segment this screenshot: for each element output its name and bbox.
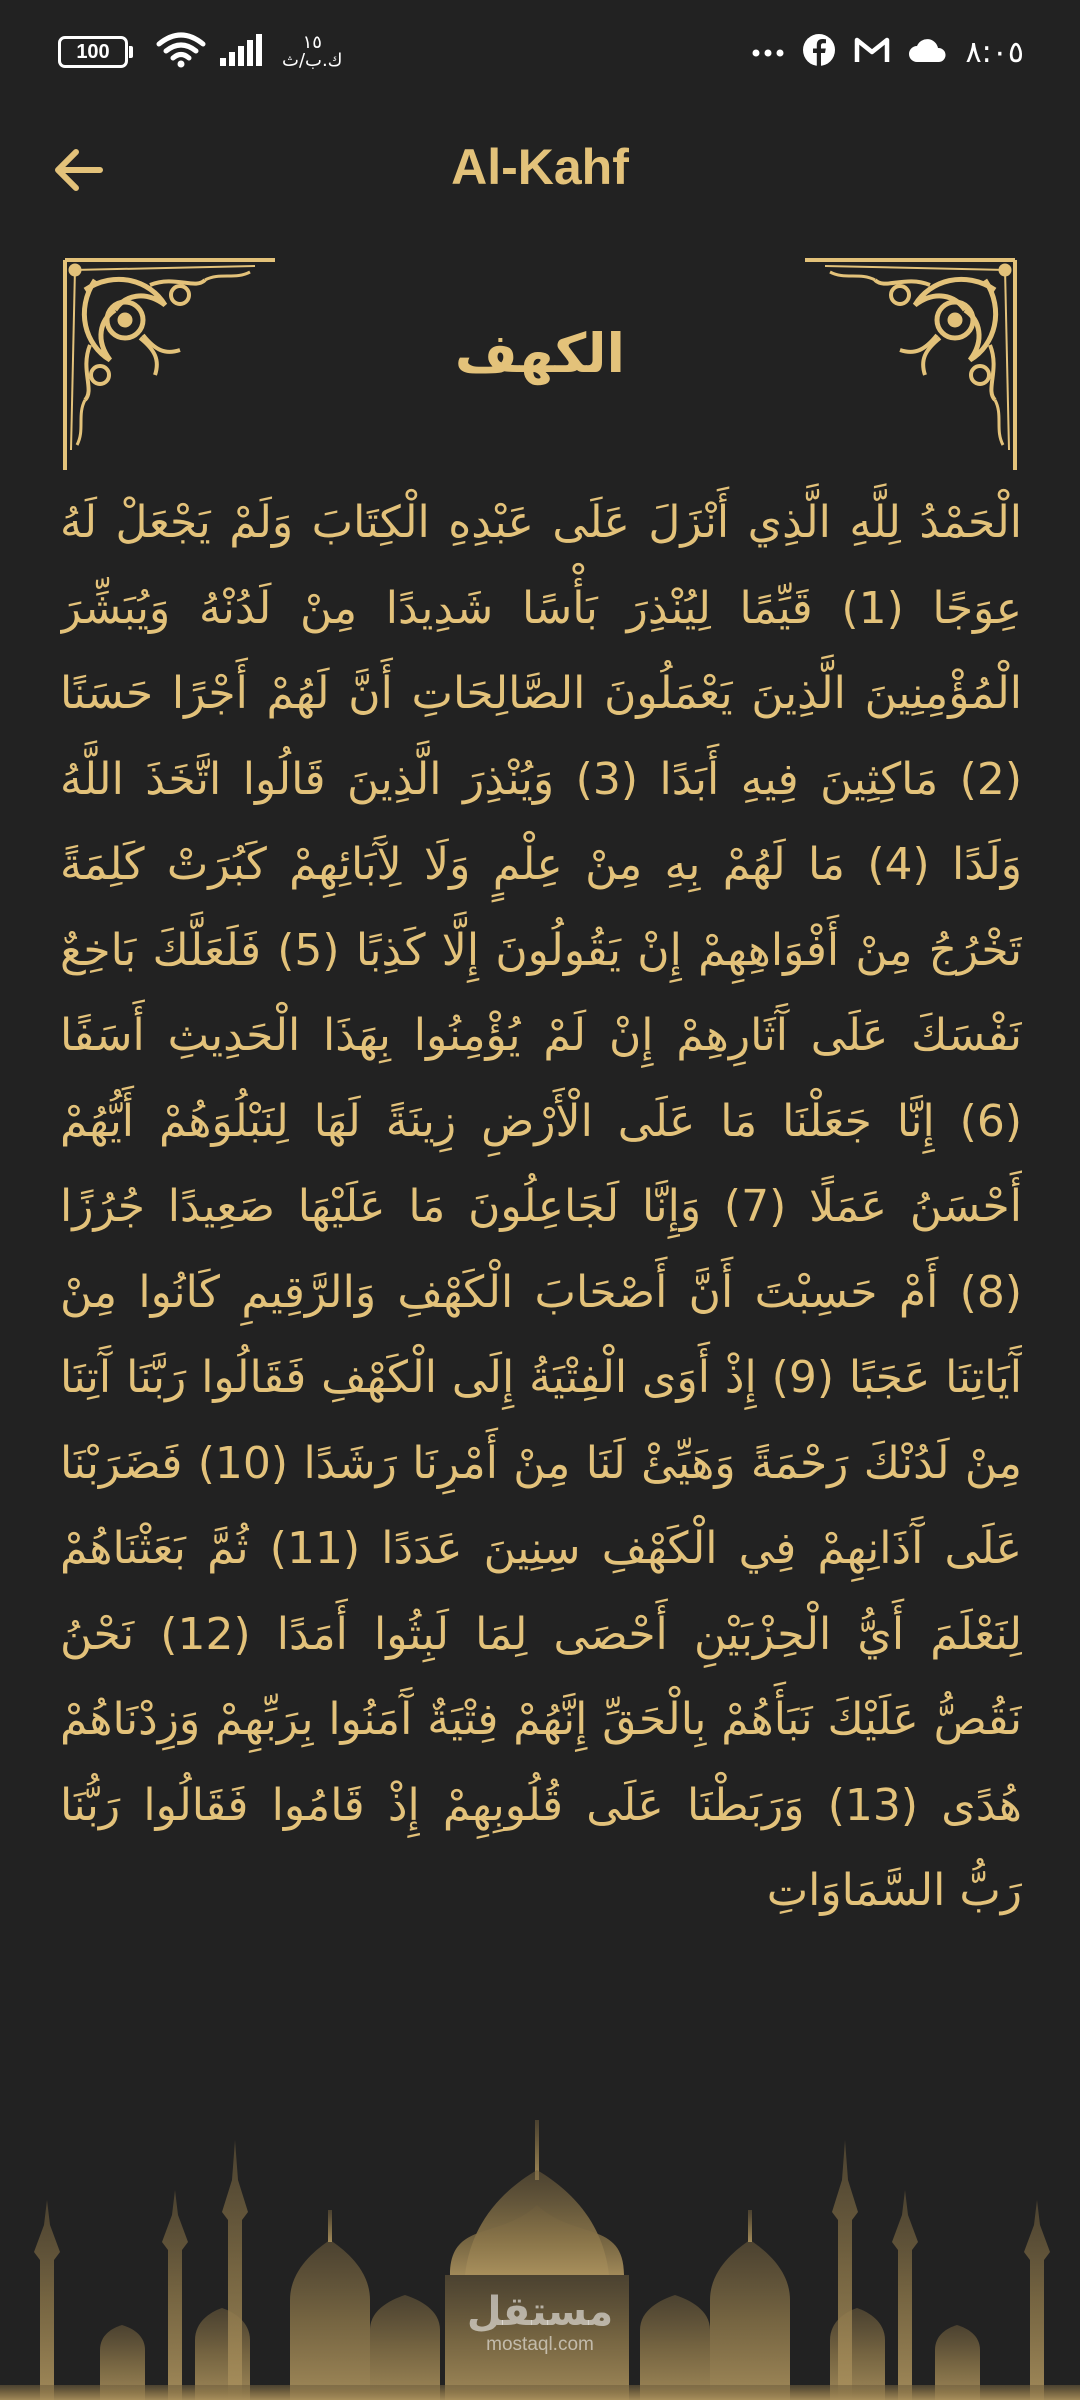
surah-arabic-name: الكهف — [454, 322, 626, 385]
watermark-url: mostaql.com — [486, 2334, 594, 2355]
gmail-icon — [854, 36, 890, 68]
watermark-logo: مستقل — [466, 2289, 614, 2335]
top-app-bar — [0, 120, 1080, 220]
status-time: ٨:٠٥ — [965, 34, 1024, 70]
status-date — [282, 34, 343, 70]
verses-text: الْحَمْدُ لِلَّهِ الَّذِي أَنْزَلَ عَلَى عَبْدِهِ الْكِتَابَ وَلَمْ يَجْعَلْ لَهُ عِوَجًا (1) قَيِّمًا لِيُنْذِرَ بَأْسًا شَدِيدًا مِنْ لَدُنْهُ وَيُبَشِّرَ الْمُؤْمِنِينَ الَّذِينَ يَعْمَلُونَ الصَّالِحَاتِ أَنَّ لَهُمْ أَجْرًا حَسَنًا (2) مَاكِثِينَ فِيهِ أَبَدًا (3) وَيُنْذِرَ الَّذِينَ قَالُوا اتَّخَذَ اللَّهُ وَلَدًا (4) مَا لَهُمْ بِهِ مِنْ عِلْمٍ وَلَا لِآَبَائِهِمْ كَبُرَتْ كَلِمَةً تَخْرُجُ مِنْ أَفْوَاهِهِمْ إِنْ يَقُولُونَ إِلَّا كَذِبًا (5) فَلَعَلَّكَ بَاخِعٌ نَفْسَكَ عَلَى آَثَارِهِمْ إِنْ لَمْ يُؤْمِنُوا بِهَذَا الْحَدِيثِ أَسَفًا (6) إِنَّا جَعَلْنَا مَا عَلَى الْأَرْضِ زِينَةً لَهَا لِنَبْلُوَهُمْ أَيُّهُمْ أَحْسَنُ عَمَلًا (7) وَإِنَّا لَجَاعِلُونَ مَا عَلَيْهَا صَعِيدًا جُرُزًا (8) أَمْ حَسِبْتَ أَنَّ أَصْحَابَ الْكَهْفِ وَالرَّقِيمِ كَانُوا مِنْ آَيَاتِنَا عَجَبًا (9) إِذْ أَوَى الْفِتْيَةُ إِلَى الْكَهْفِ فَقَالُوا رَبَّنَا آَتِنَا مِنْ لَدُنْكَ رَحْمَةً وَهَيِّئْ لَنَا مِنْ أَمْرِنَا رَشَدًا (10) فَضَرَبْنَا عَلَى آَذَانِهِمْ فِي الْكَهْفِ سِنِينَ عَدَدًا (11) ثُمَّ بَعَثْنَاهُمْ لِنَعْلَمَ أَيُّ الْحِزْبَيْنِ أَحْصَى لِمَا لَبِثُوا أَمَدًا (12) نَحْنُ نَقُصُّ عَلَيْكَ نَبَأَهُمْ بِالْحَقِّ إِنَّهُمْ فِتْيَةٌ آَمَنُوا بِرَبِّهِمْ وَزِدْنَاهُمْ هُدًى (13) وَرَبَطْنَا عَلَى قُلُوبِهِمْ إِذْ قَامُوا فَقَالُوا رَبُّنَا رَبُّ السَّمَاوَاتِ — [60, 497, 1022, 1916]
page-title: Al-Kahf — [451, 139, 629, 195]
more-dots-icon — [752, 43, 784, 62]
status-bar — [0, 0, 1080, 100]
status-right — [752, 30, 1024, 74]
wifi-icon — [156, 32, 206, 72]
status-left — [58, 30, 343, 74]
cloud-icon — [908, 37, 948, 67]
signal-icon — [220, 34, 264, 70]
facebook-icon — [802, 33, 836, 71]
watermark — [0, 2290, 1080, 2356]
status-date-line-2: ك.ب/ث — [282, 50, 343, 71]
battery-indicator: 100 — [58, 36, 128, 68]
status-date-line-1: ١٥ — [302, 32, 322, 53]
